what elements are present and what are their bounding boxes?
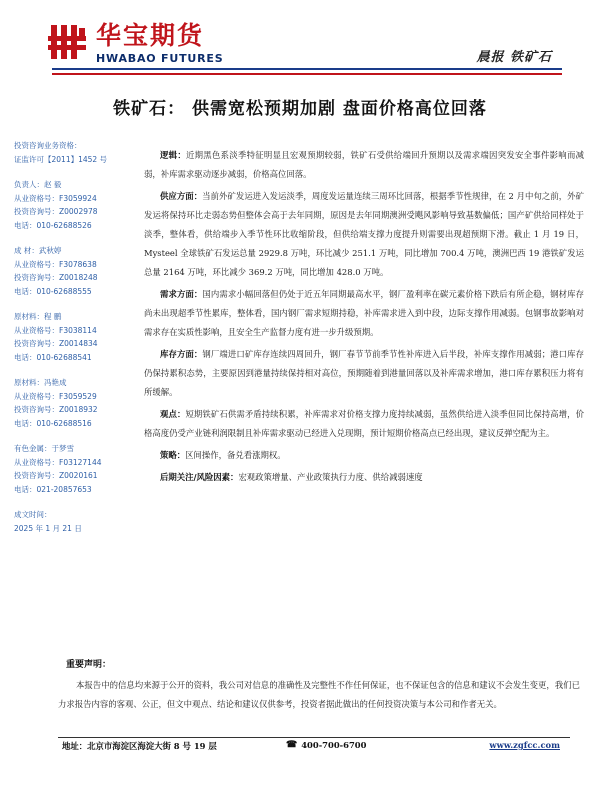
sidebar-line: 从业资格号：F03127144 xyxy=(14,457,102,467)
paragraph-logic xyxy=(144,146,584,184)
header-divider-blue xyxy=(52,68,562,70)
paragraph-text: 宏观政策增量、产业政策执行力度、供给减弱速度 xyxy=(238,472,423,482)
sidebar-block-contact xyxy=(14,376,132,430)
report-body xyxy=(144,146,584,490)
sidebar-line: 原材料：冯艳成 xyxy=(14,378,67,387)
paragraph-label: 需求方面： xyxy=(160,289,203,299)
sidebar-line: 成文时间： xyxy=(14,510,52,519)
footer-divider xyxy=(58,737,570,738)
sidebar-line: 从业资格号：F3059529 xyxy=(14,391,97,401)
paragraph-demand xyxy=(144,285,584,342)
sidebar-block-date xyxy=(14,508,132,535)
phone-icon: ☎ xyxy=(286,740,298,750)
paragraph-text: 当前外矿发运进入发运淡季，周度发运量连续三周环比回落，根据季节性规律，在 2 月中旬之前，外矿发运将保持环比走弱态势但整体会高于去年同期，原因是去年同期澳洲受飓风影响导致基数偏低；国产矿供给同样处于淡季，整体看，供给端步入季节性环比收缩阶段，但供给端支撑力度提升则需要出现超预期下滑。截止 1 月 19 日，Mysteel 全球铁矿石发运总量 2929.8 万吨，环比减少 251.1 万吨，同比增加 700.4 万吨，澳洲巴西 19 港铁矿发运总量 2164 万吨，环比减少 369.2 万吨，同比增加 428.0 万吨。 xyxy=(144,191,584,277)
paragraph-label: 观点： xyxy=(160,409,186,419)
sidebar-block-contact xyxy=(14,442,132,496)
paragraph-risk xyxy=(144,468,584,487)
report-type-label: 晨报 铁矿石 xyxy=(476,50,552,65)
sidebar-contacts xyxy=(14,139,132,547)
report-title: 铁矿石： 供需宽松预期加剧 盘面价格高位回落 xyxy=(113,99,487,119)
paragraph-label: 逻辑： xyxy=(160,150,186,160)
paragraph-strategy xyxy=(144,446,584,465)
paragraph-text: 国内需求小幅回落但仍处于近五年同期最高水平，钢厂盈利率在碳元素价格下跌后有所企稳，钢材库存尚未出现超季节性累库，整体看，国内钢厂需求短期持稳，补库需求进入到中段，边际支撑作用减弱。包钢事故影响对需求存在实质性影响，且安全生产监督力度有进一步升级预期。 xyxy=(144,289,585,337)
header-divider-red xyxy=(52,73,562,75)
sidebar-line: 2025 年 1 月 21 日 xyxy=(14,523,82,533)
sidebar-line: 投资咨询号：Z0020161 xyxy=(14,471,98,480)
footer-phone-group xyxy=(286,740,366,750)
paragraph-supply xyxy=(144,187,584,282)
paragraph-label: 后期关注/风险因素： xyxy=(160,472,239,482)
sidebar-line: 电话：010-62688516 xyxy=(14,418,92,428)
paragraph-label: 库存方面： xyxy=(160,349,203,359)
sidebar-line: 从业资格号：F3038114 xyxy=(14,325,97,335)
sidebar-line: 负责人：赵 毅 xyxy=(14,180,62,189)
paragraph-label: 策略： xyxy=(160,450,186,460)
footer xyxy=(62,740,560,754)
sidebar-line: 电话：010-62688526 xyxy=(14,220,92,230)
paragraph-text: 区间操作，备兑看涨期权。 xyxy=(185,450,286,460)
logo-chinese-name: 华宝期货 xyxy=(96,21,205,50)
sidebar-line: 从业资格号：F3059924 xyxy=(14,193,97,203)
sidebar-block-license xyxy=(14,139,132,166)
sidebar-block-contact xyxy=(14,244,132,298)
paragraph-text: 钢厂端进口矿库存连续四周回升，钢厂春节节前季节性补库进入后半段，补库支撑作用减弱；港口库存仍保持累积态势，主要原因到港量持续保持相对高位，预期随着到港量回落以及补库需求增加，港口库存累积压力将有所缓解。 xyxy=(144,349,585,397)
paragraph-text: 近期黑色系淡季特征明显且宏观预期较弱，铁矿石受供给端回升预期以及需求端因突发安全事件影响而减弱，补库需求驱动逐步减弱，价格高位回落。 xyxy=(144,150,585,179)
sidebar-line: 投资咨询业务资格： xyxy=(14,141,82,150)
sidebar-line: 证监许可【2011】1452 号 xyxy=(14,154,108,164)
sidebar-line: 有色金属：于梦雪 xyxy=(14,444,74,453)
sidebar-line: 电话：010-62688555 xyxy=(14,286,92,296)
footer-phone: 400-700-6700 xyxy=(301,740,367,750)
paragraph-view xyxy=(144,405,584,443)
sidebar-block-contact xyxy=(14,310,132,364)
sidebar-line: 投资咨询号：Z0002978 xyxy=(14,207,98,216)
sidebar-line: 投资咨询号：Z0018932 xyxy=(14,405,98,414)
logo-mark-icon xyxy=(48,22,88,62)
sidebar-line: 投资咨询号：Z0018248 xyxy=(14,273,98,282)
sidebar-line: 电话：021-20857653 xyxy=(14,484,92,494)
disclaimer-text: 本报告中的信息均来源于公开的资料，我公司对信息的准确性及完整性不作任何保证，也不保证包含的信息和建议不会发生变更，我们已力求报告内容的客观、公正，但文中观点、结论和建议仅供参考，投资者据此做出的任何投资决策与本公司和作者无关。 xyxy=(58,680,580,709)
company-logo xyxy=(48,22,223,74)
paragraph-label: 供应方面： xyxy=(160,191,203,201)
sidebar-line: 原材料：程 鹏 xyxy=(14,312,62,321)
sidebar-line: 成 材：武秋婷 xyxy=(14,246,62,255)
sidebar-line: 电话：010-62688541 xyxy=(14,352,92,362)
paragraph-text: 短期铁矿石供需矛盾持续积累，补库需求对价格支撑力度持续减弱，虽然供给进入淡季但同比保持高增，价格高度仍受产业链利润限制且补库需求驱动已经进入兑现期，预计短期价格高点已经出现，建议反弹空配为主。 xyxy=(144,409,585,438)
logo-english-name: HWABAO FUTURES xyxy=(96,52,224,65)
footer-website-link[interactable]: www.zgfcc.com xyxy=(489,740,560,750)
disclaimer-title: 重要声明： xyxy=(66,660,112,670)
footer-address: 地址：北京市海淀区海淀大街 8 号 19 层 xyxy=(62,741,217,751)
paragraph-inventory xyxy=(144,345,584,402)
sidebar-block-contact xyxy=(14,178,132,232)
sidebar-line: 投资咨询号：Z0014834 xyxy=(14,339,98,348)
sidebar-line: 从业资格号：F3078638 xyxy=(14,259,97,269)
